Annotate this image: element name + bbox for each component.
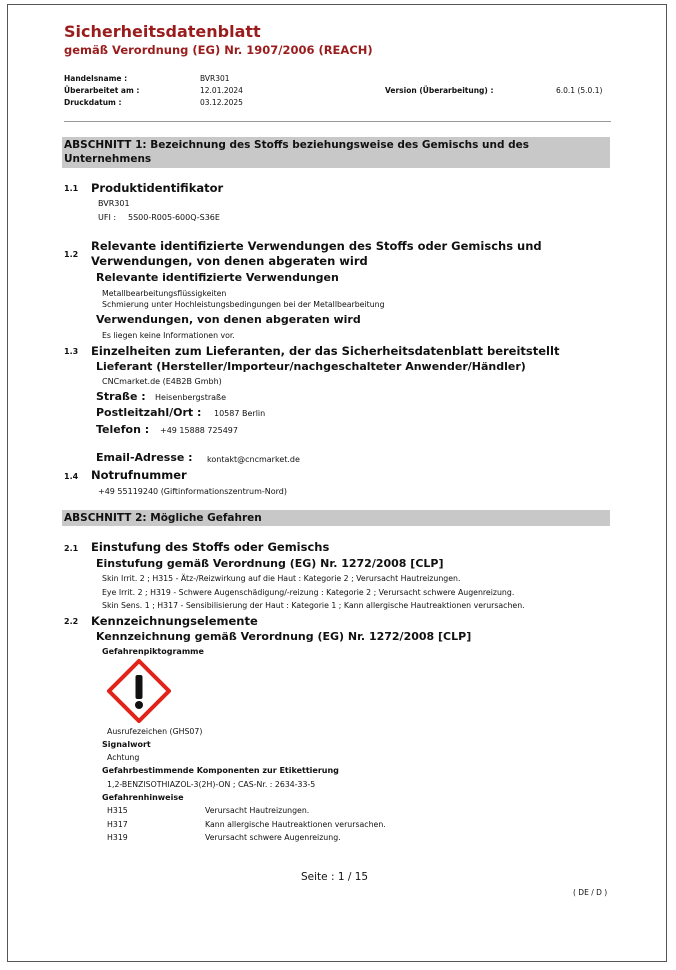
hazard-statements-label: Gefahrenhinweise [102, 793, 184, 802]
zip-label: Postleitzahl/Ort : [96, 406, 202, 419]
page-number: Seite : 1 / 15 [301, 871, 369, 883]
advised-against-subheading: Verwendungen, von denen abgeraten wird [96, 313, 361, 326]
ufi-value: 5S00-R005-600Q-S36E [128, 213, 220, 222]
trade-name-value: BVR301 [200, 74, 230, 83]
clp-classification-subheading: Einstufung gemäß Verordnung (EG) Nr. 1272/2008 [CLP] [96, 557, 444, 570]
hazard-code: H319 [107, 833, 128, 842]
street-label: Straße : [96, 390, 146, 403]
trade-name-label: Handelsname : [64, 74, 128, 83]
supplier-label: Lieferant (Hersteller/Importeur/nachgeschalteter Anwender/Händler) [96, 360, 526, 373]
components-label: Gefahrbestimmende Komponenten zur Etikettierung [102, 766, 339, 775]
emergency-number-value: +49 55119240 (Giftinformationszentrum-Nord) [98, 487, 287, 496]
print-date-label: Druckdatum : [64, 98, 122, 107]
emergency-number-heading: Notrufnummer [91, 468, 187, 482]
use-item-2: Schmierung unter Hochleistungsbedingungen bei der Metallbearbeitung [102, 300, 385, 309]
document-title: Sicherheitsdatenblatt [64, 22, 261, 41]
revised-value: 12.01.2024 [200, 86, 243, 95]
ghs07-exclamation-icon [107, 659, 171, 723]
hazard-text: Verursacht schwere Augenreizung. [205, 833, 341, 842]
pictograms-label: Gefahrenpiktogramme [102, 647, 204, 656]
clp-labelling-subheading: Kennzeichnung gemäß Verordnung (EG) Nr. 1272/2008 [CLP] [96, 630, 472, 643]
phone-value: +49 15888 725497 [160, 426, 238, 435]
subsection-number-2-2: 2.2 [64, 617, 79, 626]
label-elements-heading: Kennzeichnungselemente [91, 614, 258, 628]
hazard-code: H317 [107, 820, 128, 829]
phone-label: Telefon : [96, 423, 150, 436]
pictogram-caption: Ausrufezeichen (GHS07) [107, 727, 203, 736]
classification-heading: Einstufung des Stoffs oder Gemischs [91, 540, 330, 554]
product-identifier-heading: Produktidentifikator [91, 181, 224, 195]
revised-label: Überarbeitet am : [64, 86, 140, 95]
subsection-number-1-2: 1.2 [64, 250, 79, 259]
subsection-number-1-4: 1.4 [64, 472, 79, 481]
zip-value: 10587 Berlin [214, 409, 266, 418]
use-item-1: Metallbearbeitungsflüssigkeiten [102, 289, 227, 298]
supplier-value: CNCmarket.de (E4B2B Gmbh) [102, 377, 222, 386]
print-date-value: 03.12.2025 [200, 98, 243, 107]
version-value: 6.0.1 (5.0.1) [556, 86, 603, 95]
product-name: BVR301 [98, 199, 130, 208]
subsection-number-2-1: 2.1 [64, 544, 79, 553]
subsection-number-1-1: 1.1 [64, 184, 79, 193]
ufi-label: UFI : [98, 213, 117, 222]
uses-heading: Relevante identifizierte Verwendungen des Stoffs oder Gemischs und Verwendungen, von denen abgeraten wird [91, 239, 542, 268]
email-label: Email-Adresse : [96, 451, 193, 464]
components-value: 1,2-BENZISOTHIAZOL-3(2H)-ON ; CAS-Nr. : 2634-33-5 [107, 780, 316, 789]
section-1-heading: ABSCHNITT 1: Bezeichnung des Stoffs beziehungsweise des Gemischs und des Unternehmens [62, 137, 610, 168]
classification-line-3: Skin Sens. 1 ; H317 - Sensibilisierung der Haut : Kategorie 1 ; Kann allergische Hautreaktionen verursachen. [102, 601, 525, 610]
signal-word-label: Signalwort [102, 740, 151, 749]
header-divider [64, 121, 611, 122]
locale-indicator: ( DE / D ) [573, 888, 608, 897]
version-label: Version (Überarbeitung) : [385, 86, 494, 95]
supplier-details-heading: Einzelheiten zum Lieferanten, der das Sicherheitsdatenblatt bereitstellt [91, 344, 560, 358]
section-2-heading: ABSCHNITT 2: Mögliche Gefahren [62, 510, 610, 526]
signal-word-value: Achtung [107, 753, 140, 762]
street-value: Heisenbergstraße [155, 393, 227, 402]
classification-line-1: Skin Irrit. 2 ; H315 - Ätz-/Reizwirkung auf die Haut : Kategorie 2 ; Verursacht Hautreizungen. [102, 574, 461, 583]
advised-against-text: Es liegen keine Informationen vor. [102, 331, 235, 340]
document-subtitle: gemäß Verordnung (EG) Nr. 1907/2006 (REACH) [64, 43, 373, 57]
identified-uses-subheading: Relevante identifizierte Verwendungen [96, 271, 339, 284]
subsection-number-1-3: 1.3 [64, 347, 79, 356]
hazard-text: Kann allergische Hautreaktionen verursachen. [205, 820, 386, 829]
hazard-code: H315 [107, 806, 128, 815]
hazard-text: Verursacht Hautreizungen. [205, 806, 310, 815]
classification-line-2: Eye Irrit. 2 ; H319 - Schwere Augenschädigung/-reizung : Kategorie 2 ; Verursacht schwere Augenreizung. [102, 588, 515, 597]
email-value: kontakt@cncmarket.de [207, 455, 300, 464]
